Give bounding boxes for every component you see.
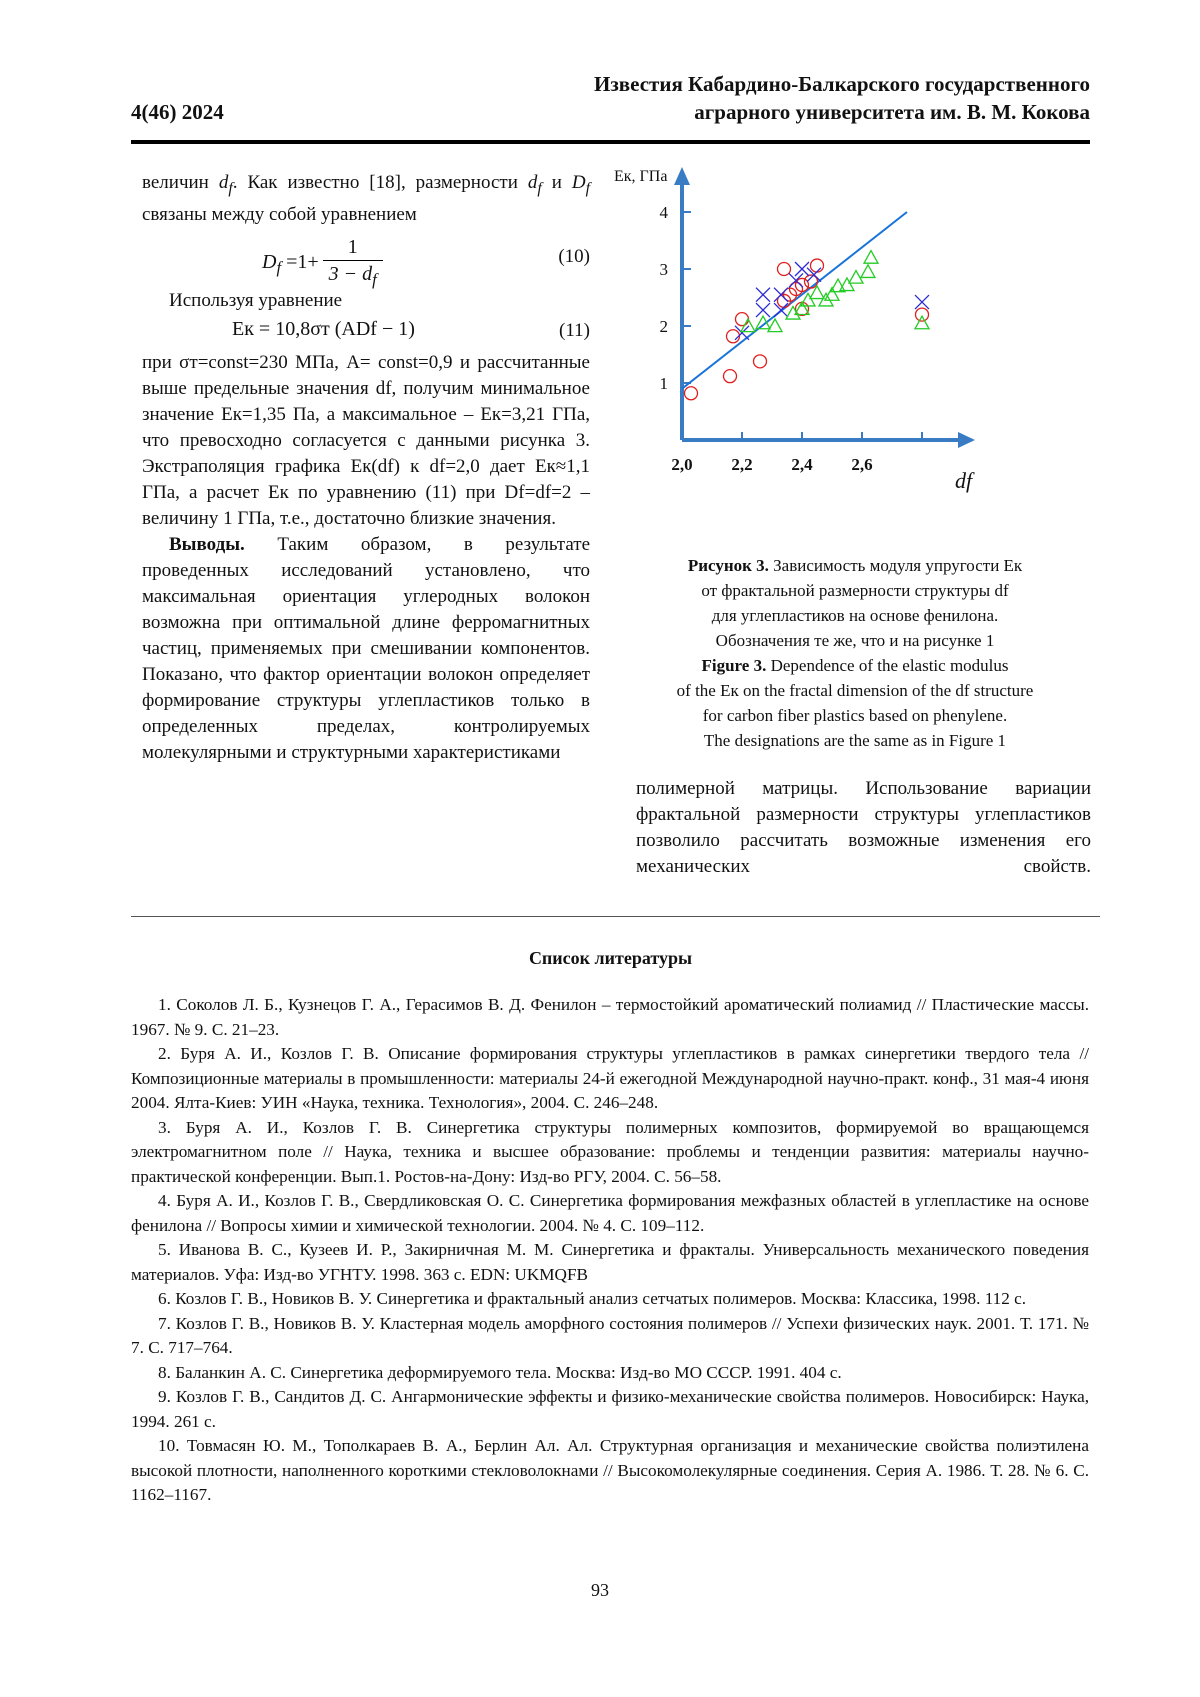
journal-title xyxy=(594,70,1090,126)
x-axis-arrow-icon xyxy=(958,432,975,448)
header-divider xyxy=(131,140,1090,144)
x-tick-label: 2,4 xyxy=(791,455,813,474)
scatter-plot xyxy=(614,165,1100,530)
paragraph-results: при σт=const=230 МПа, A= const=0,9 и рассчитанные выше предельные значения df, получим минимальное значение Eк=1,35 Па, а максимальное – Eк=3,21 ГПа, что превосходно согласуется с данными рисунка 3. Экстраполяция графика Eк(df) к df=2,0 дает Eк≈1,1 ГПа, а расчет Eк по уравнению (11) при Df=df=2 – величину 1 ГПа, т.е., достаточно близкие значения. xyxy=(142,351,590,529)
journal-title-line1: Известия Кабардино-Балкарского государственного xyxy=(594,72,1090,96)
left-column xyxy=(142,170,590,766)
data-point-triangle xyxy=(840,278,854,291)
x-tick-label: 2,0 xyxy=(671,455,693,474)
y-axis-arrow-icon xyxy=(674,167,690,185)
references-title: Список литературы xyxy=(528,948,693,968)
reference-item: 9. Козлов Г. В., Сандитов Д. С. Ангармонические эффекты и физико-механические свойства полимеров. Новосибирск: Наука, 1994. 261 с. xyxy=(131,1387,1089,1431)
reference-item: 3. Буря А. И., Козлов Г. В. Синергетика структуры полимерных композитов, формируемой во вращающемся электромагнитном поле // Наука, техника и высшее образование: проблемы и тенденции развития: материалы научно-практической конференции. Вып.1. Ростов-на-Дону: Изд-во РГУ, 2004. С. 56–58. xyxy=(131,1117,1089,1186)
section-divider xyxy=(131,916,1100,917)
fit-line xyxy=(682,212,907,389)
y-axis-label: Eк, ГПа xyxy=(614,168,668,185)
data-point-cross xyxy=(915,295,929,309)
conclusions-label: Выводы. xyxy=(169,533,245,555)
data-point-cross xyxy=(756,288,770,302)
equation-11: Eк = 10,8σт (ADf − 1) (11) xyxy=(142,314,590,350)
x-axis-label: df xyxy=(955,468,973,493)
reference-item: 10. Товмасян Ю. М., Тополкараев В. А., Берлин Ал. Ал. Структурная организация и механические свойства полиэтилена высокой плотности, наполненного короткими стекловолокнами // Высокомолекулярные соединения. Серия А. 1986. Т. 28. № 6. С. 1162–1167. xyxy=(131,1436,1089,1504)
reference-item: 2. Буря А. И., Козлов Г. В. Описание формирования структуры углепластиков в рамках синергетики твердого тела // Композиционные материалы в промышленности: материалы 24-й ежегодной Международной научно-практ. конф., 31 мая-4 июня 2004. Ялта-Киев: УИН «Наука, техника. Технология», 2004. С. 246–248. xyxy=(131,1044,1089,1112)
y-tick-label: 2 xyxy=(659,317,668,336)
data-point-triangle xyxy=(864,251,878,264)
data-point-cross xyxy=(774,303,788,317)
data-point-circle xyxy=(778,263,791,276)
page-header xyxy=(131,70,1090,140)
references-list xyxy=(131,993,1089,1508)
caption-en-label: Figure 3. xyxy=(701,656,767,675)
x-tick-label: 2,6 xyxy=(851,455,873,474)
issue-number: 4(46) 2024 xyxy=(131,100,224,124)
data-point-circle xyxy=(916,308,929,321)
data-point-cross xyxy=(735,326,749,340)
x-tick-label: 2,2 xyxy=(731,455,753,474)
paragraph-using: Используя уравнение xyxy=(169,289,343,311)
data-point-triangle xyxy=(768,319,782,332)
page-number: 93 xyxy=(591,1580,609,1600)
reference-item: 8. Баланкин А. С. Синергетика деформируемого тела. Москва: Изд-во МО СССР. 1991. 404 с. xyxy=(158,1362,842,1382)
equation-10: $D_f =1+$ $\frac{1}{3 - d_f}$ (10) xyxy=(262,235,590,289)
figure-caption: Рисунок 3. Зависимость модуля упругости Eк от фрактальной размерности структуры df для углепластиков на основе фенилона. Обозначения те же, что и на рисунке 1 Figure 3. Dependence of the elastic modulus of the Eк on the fractal dimension of the df structure for carbon fiber plastics based on phenylene. The designations are the same as in Figure 1 xyxy=(676,556,1034,750)
data-point-circle xyxy=(736,313,749,326)
data-point-circle xyxy=(811,259,824,272)
equation-number: (11) xyxy=(559,319,590,341)
data-point-circle xyxy=(685,387,698,400)
data-point-circle xyxy=(724,370,737,383)
data-point-triangle xyxy=(861,265,875,278)
right-column: полимерной матрицы. Использование вариации фрактальной размерности структуры углепластиков позволило рассчитать возможные изменения его механических свойств. xyxy=(636,778,1091,877)
equation-number: (10) xyxy=(558,245,590,267)
y-tick-label: 4 xyxy=(659,203,668,222)
figure-3-chart xyxy=(614,165,1100,530)
paragraph-conclusions: Выводы. Таким образом, в результате проведенных исследований установлено, что максимальная ориентация углеродных волокон возможна при оптимальной длине ферромагнитных частиц, применяемых при смешивании компонентов. Показано, что фактор ориентации волокон определяет формирование структуры углепластиков только в определенных пределах, контролируемых молекулярными и структурными характеристиками xyxy=(142,533,590,763)
y-tick-label: 1 xyxy=(659,374,668,393)
y-tick-label: 3 xyxy=(659,260,668,279)
reference-item: 1. Соколов Л. Б., Кузнецов Г. А., Герасимов В. Д. Фенилон – термостойкий ароматический полиамид // Пластические массы. 1967. № 9. С. 21–23. xyxy=(131,995,1089,1039)
paragraph-intro: величин $d_f$. Как известно [18], размерности $d_f$ и $D_f$ связаны между собой уравнением xyxy=(142,172,590,225)
data-point-circle xyxy=(727,330,740,343)
reference-item: 7. Козлов Г. В., Новиков В. У. Кластерная модель аморфного состояния полимеров // Успехи физических наук. 2001. Т. 171. № 7. С. 717–764. xyxy=(131,1313,1089,1357)
reference-item: 4. Буря А. И., Козлов Г. В., Свердликовская О. С. Синергетика формирования межфазных областей в углепластике на основе фенилона // Вопросы химии и химической технологии. 2004. № 4. С. 109–112. xyxy=(131,1191,1089,1235)
data-point-circle xyxy=(754,355,767,368)
reference-item: 5. Иванова В. С., Кузеев И. Р., Закирничная М. М. Синергетика и фракталы. Универсальность механического поведения материалов. Уфа: Изд-во УГНТУ. 1998. 363 с. EDN: UKMQFB xyxy=(131,1240,1089,1284)
reference-item: 6. Козлов Г. В., Новиков В. У. Синергетика и фрактальный анализ сетчатых полимеров. Москва: Классика, 1998. 112 с. xyxy=(158,1289,1027,1308)
journal-title-line2: аграрного университета им. В. М. Кокова xyxy=(694,100,1090,124)
caption-ru-label: Рисунок 3. xyxy=(687,556,769,575)
